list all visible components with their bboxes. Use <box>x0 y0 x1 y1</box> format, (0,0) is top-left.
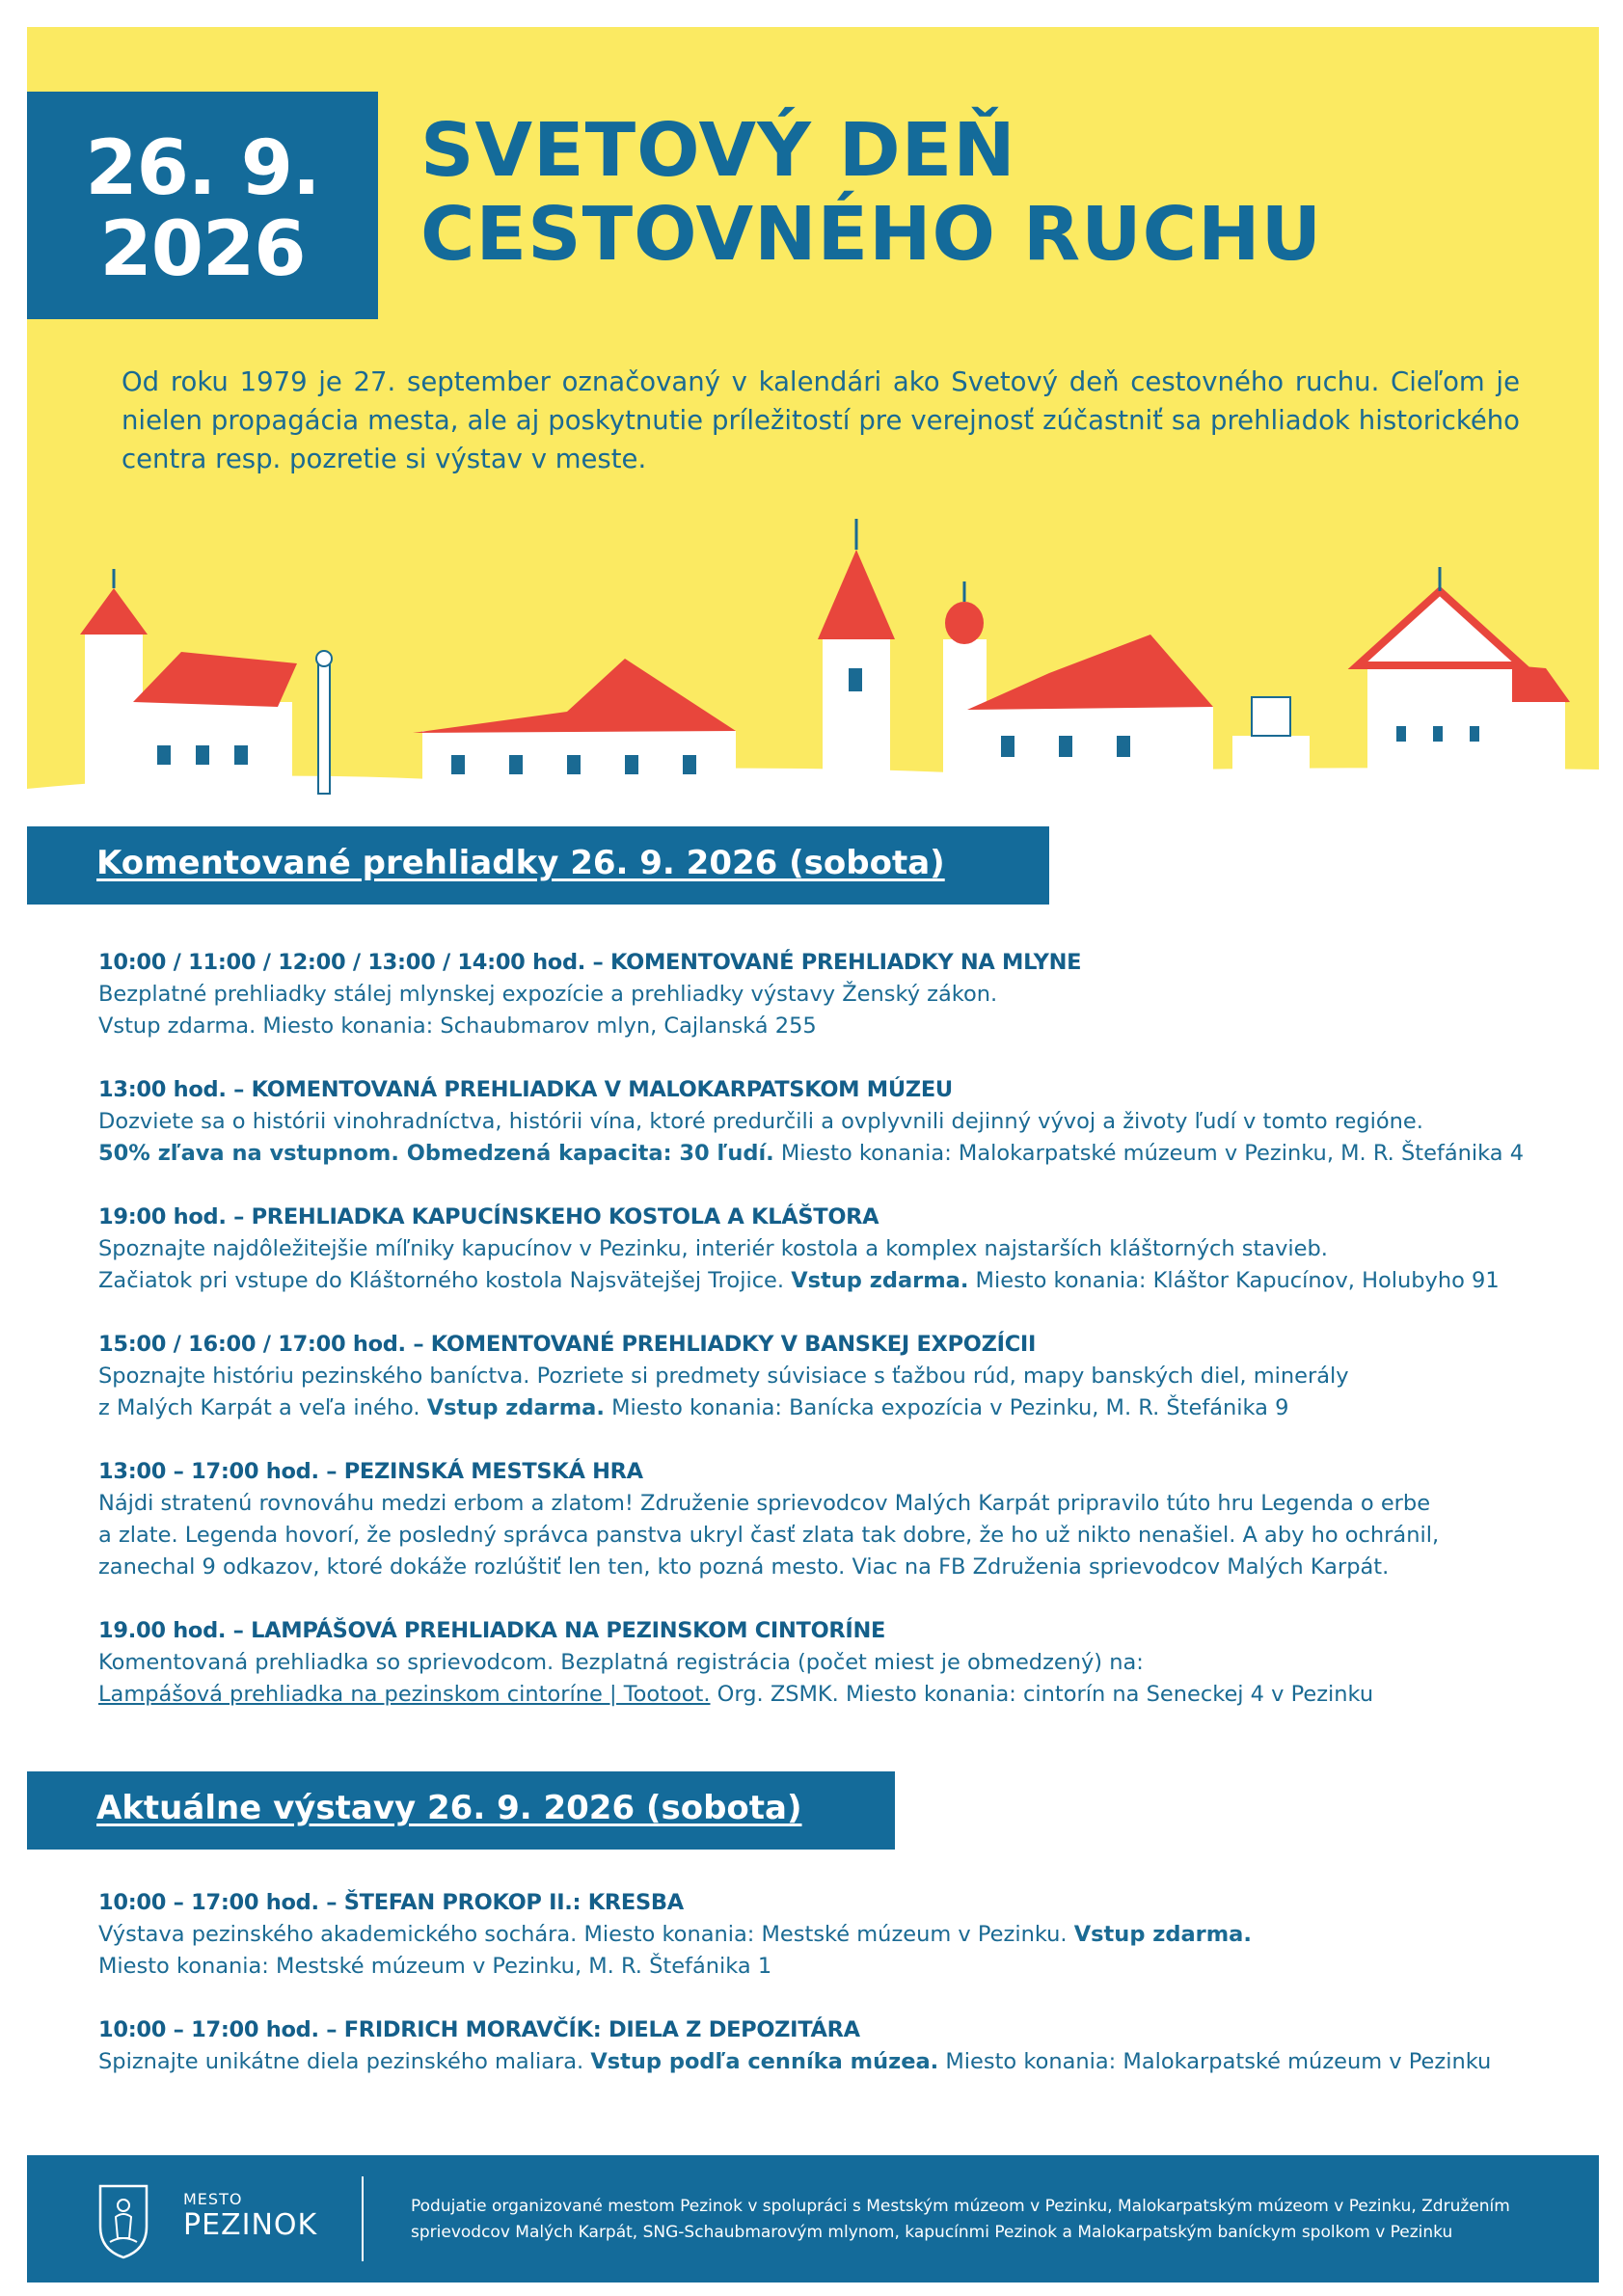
event-description-line <box>98 1233 1583 1265</box>
description-text: Miesto konania: Malokarpatské múzeum v Pezinku <box>938 2049 1492 2074</box>
event-description-line <box>98 1552 1583 1583</box>
hero-banner <box>27 27 1599 798</box>
description-text: Miesto konania: Mestské múzeum v Pezinku, M. R. Štefánika 1 <box>98 1954 772 1979</box>
description-text: Výstava pezinského akademického sochára. Miesto konania: Mestské múzeum v Pezinku. <box>98 1922 1074 1947</box>
event-description-line <box>98 1011 1583 1042</box>
event-item <box>98 1456 1583 1583</box>
event-title: 19:00 hod. – PREHLIADKA KAPUCÍNSKEHO KOSTOLA A KLÁŠTORA <box>98 1204 879 1229</box>
description-text: Spoznajte históriu pezinského baníctva. Pozriete si predmety súvisiace s ťažbou rúd, mapy banských diel, minerály <box>98 1364 1349 1389</box>
highlight-text: Vstup zdarma. <box>426 1395 605 1420</box>
event-item <box>98 1074 1583 1170</box>
event-item <box>98 1887 1583 1983</box>
description-text: Org. ZSMK. Miesto konania: cintorín na Seneckej 4 v Pezinku <box>710 1682 1374 1707</box>
event-description-line <box>98 1520 1583 1552</box>
description-text: Spiznajte unikátne diela pezinského maliara. <box>98 2049 591 2074</box>
section-heading-tours: Komentované prehliadky 26. 9. 2026 (sobota) <box>96 844 945 882</box>
event-description-line <box>98 1138 1583 1170</box>
section-heading-exhibitions: Aktuálne výstavy 26. 9. 2026 (sobota) <box>96 1789 802 1827</box>
highlight-text: Vstup zdarma. <box>1073 1922 1252 1947</box>
event-title: 13:00 – 17:00 hod. – PEZINSKÁ MESTSKÁ HRA <box>98 1459 643 1484</box>
registration-link[interactable]: Lampášová prehliadka na pezinskom cintoríne | Tootoot. <box>98 1682 711 1707</box>
event-title: 19.00 hod. – LAMPÁŠOVÁ PREHLIADKA NA PEZINSKOM CINTORÍNE <box>98 1618 886 1643</box>
tours-list <box>98 947 1583 1742</box>
event-description-line <box>98 979 1583 1011</box>
description-text: z Malých Karpát a veľa iného. <box>98 1395 427 1420</box>
event-description-line <box>98 1679 1583 1711</box>
event-item <box>98 1202 1583 1297</box>
page-title <box>420 109 1578 277</box>
town-skyline-illustration <box>27 500 1599 827</box>
description-text: a zlate. Legenda hovorí, že posledný správca panstva ukryl časť zlata tak dobre, že ho už nikto nenašiel. A aby ho ochránil, <box>98 1523 1440 1548</box>
description-text: Spoznajte najdôležitejšie míľniky kapucínov v Pezinku, interiér kostola a komplex najstarších kláštorných stavieb. <box>98 1236 1328 1261</box>
event-item <box>98 1329 1583 1424</box>
highlight-text: Vstup zdarma. <box>791 1268 969 1293</box>
event-date <box>27 92 378 293</box>
event-description-line <box>98 1647 1583 1679</box>
event-description-line <box>98 2046 1583 2078</box>
event-description-line <box>98 1106 1583 1138</box>
description-text: Bezplatné prehliadky stálej mlynskej expozície a prehliadky výstavy Ženský zákon. <box>98 982 998 1007</box>
event-description-line <box>98 1488 1583 1520</box>
event-date-year: 2026 <box>99 206 306 293</box>
description-text: Nájdi stratenú rovnováhu medzi erbom a zlatom! Združenie sprievodcov Malých Karpát pripravilo túto hru Legenda o erbe <box>98 1491 1431 1516</box>
event-title: 10:00 – 17:00 hod. – ŠTEFAN PROKOP II.: KRESBA <box>98 1890 684 1915</box>
event-title: 10:00 / 11:00 / 12:00 / 13:00 / 14:00 hod. – KOMENTOVANÉ PREHLIADKY NA MLYNE <box>98 950 1082 975</box>
description-text: Dozviete sa o histórii vinohradníctva, histórii vína, ktoré predurčili a ovplyvnili dejinný vývoj a životy ľudí v tomto regióne. <box>98 1109 1423 1134</box>
event-date-day: 26. 9. <box>85 125 320 212</box>
intro-paragraph: Od roku 1979 je 27. september označovaný v kalendári ako Svetový deň cestovného ruchu. Cieľom je nielen propagácia mesta, ale aj poskytnutie príležitostí pre verejnosť zúčastniť sa prehliadok historického centra resp. pozretie si výstav v meste. <box>122 366 1520 474</box>
event-title: 10:00 – 17:00 hod. – FRIDRICH MORAVČÍK: DIELA Z DEPOZITÁRA <box>98 2017 860 2042</box>
event-item <box>98 1615 1583 1711</box>
event-description-line <box>98 1361 1583 1392</box>
date-box <box>27 92 378 319</box>
exhibitions-list <box>98 1887 1583 2110</box>
event-item <box>98 2014 1583 2078</box>
event-title: 15:00 / 16:00 / 17:00 hod. – KOMENTOVANÉ PREHLIADKY V BANSKEJ EXPOZÍCII <box>98 1332 1037 1357</box>
footer <box>27 2155 1599 2282</box>
highlight-text: Vstup podľa cenníka múzea. <box>590 2049 939 2074</box>
logo-label-mesto: MESTO <box>183 2190 243 2208</box>
description-text: Komentovaná prehliadka so sprievodcom. Bezplatná registrácia (počet miest je obmedzený) na: <box>98 1650 1144 1675</box>
event-item <box>98 947 1583 1042</box>
page-title-line2: CESTOVNÉHO RUCHU <box>420 192 1323 278</box>
description-text: Vstup zdarma. Miesto konania: Schaubmarov mlyn, Cajlanská 255 <box>98 1013 817 1039</box>
description-text: Začiatok pri vstupe do Kláštorného kostola Najsvätejšej Trojice. <box>98 1268 792 1293</box>
section-header-tours <box>27 826 1049 905</box>
page-title-line1: SVETOVÝ DEŇ <box>420 108 1016 194</box>
event-description-line <box>98 1951 1583 1983</box>
section-header-exhibitions <box>27 1771 895 1850</box>
highlight-text: 50% zľava na vstupnom. Obmedzená kapacita: 30 ľudí. <box>98 1141 774 1166</box>
footer-organizers-text: Podujatie organizované mestom Pezinok v spolupráci s Mestským múzeom v Pezinku, Malokarpatským múzeom v Pezinku, Združením sprievodcov Malých Karpát, SNG-Schaubmarovým mlynom, kapucínmi Pezinok a Malokarpatským baníckym spolkom v Pezinku <box>411 2197 1510 2242</box>
event-description-line <box>98 1919 1583 1951</box>
logo-label-pezinok: PEZINOK <box>183 2208 318 2242</box>
event-title: 13:00 hod. – KOMENTOVANÁ PREHLIADKA V MALOKARPATSKOM MÚZEU <box>98 1077 953 1102</box>
description-text: Miesto konania: Malokarpatské múzeum v Pezinku, M. R. Štefánika 4 <box>773 1141 1525 1166</box>
description-text: Miesto konania: Kláštor Kapucínov, Holubyho 91 <box>968 1268 1500 1293</box>
description-text: Miesto konania: Banícka expozícia v Pezinku, M. R. Štefánika 9 <box>604 1395 1289 1420</box>
event-description-line <box>98 1265 1583 1297</box>
description-text: zanechal 9 odkazov, ktoré dokáže rozlúštiť len ten, kto pozná mesto. Viac na FB Združenia sprievodcov Malých Karpát. <box>98 1554 1390 1580</box>
footer-divider <box>362 2176 364 2261</box>
event-description-line <box>98 1392 1583 1424</box>
pezinok-coat-of-arms-icon <box>96 2178 150 2261</box>
